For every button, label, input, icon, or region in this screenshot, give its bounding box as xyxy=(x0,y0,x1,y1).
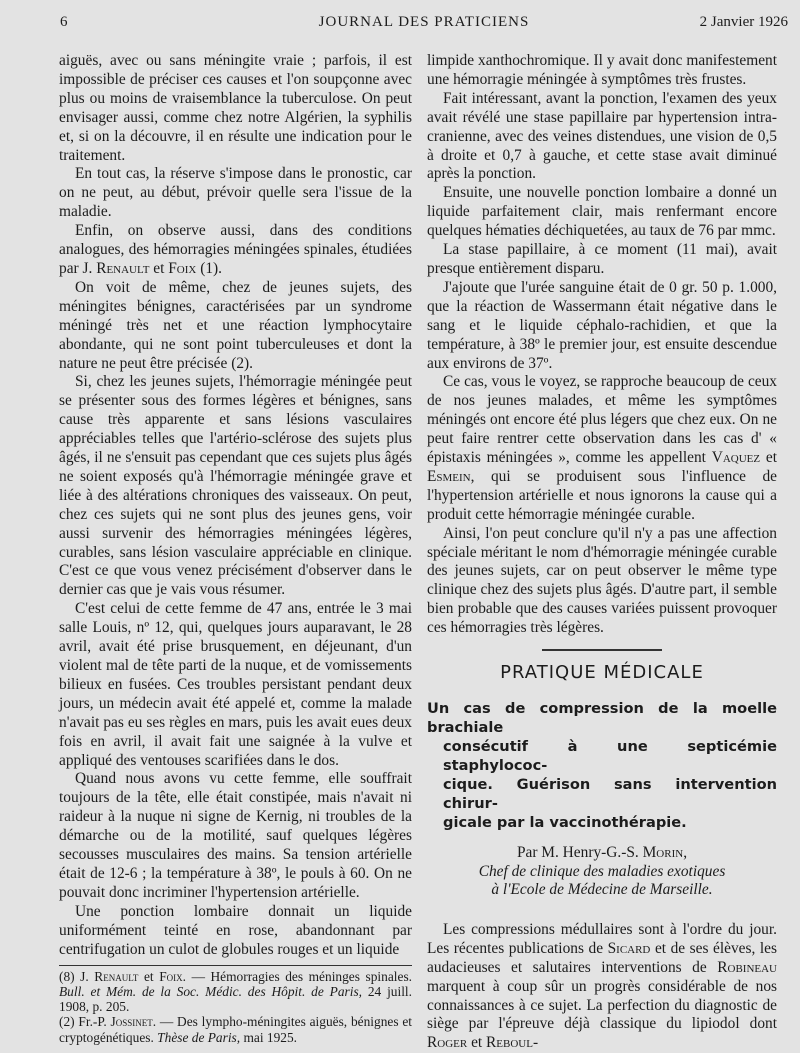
paragraph: Enfin, on observe aussi, dans des conditions analogues, des hémorragies méningées spinales, étudiées par J. Renault et Foix (1). xyxy=(59,222,412,277)
paragraph: Quand nous avons vu cette femme, elle souffrait toujours de la tête, elle était constipée, mais n'avait ni raideur à la nuque ni signe de Kernig, ni troubles de la démarche ou de la motilité, sauf quelques légères secousses musculaires des mains. Sa tension artérielle était de 12-6 ; la température à 38º, le pouls à 60. On ne pouvait donc incriminer l'hypertension artérielle. xyxy=(59,770,412,901)
paragraph: C'est celui de cette femme de 47 ans, entrée le 3 mai salle Louis, nº 12, qui, quelques jours auparavant, le 28 avril, avait été prise brusquement, en déjeunant, d'un violent mal de tête parti de la nuque, et de vomissements bilieux en fusées. Ces troubles persistant pendant deux jours, un médecin avait été appelé et, comme la malade n'avait pas eu ses règles en mars, puis les avait eues deux fois en avril, il avait fait une saignée à la vulve et appliqué des ventouses scarifiées dans le dos. xyxy=(59,600,412,769)
issue-date: 2 Janvier 1926 xyxy=(699,14,788,30)
paragraph: Si, chez les jeunes sujets, l'hémorragie méningée peut se présenter sous des formes légères et bénignes, sans cause très apparente et sans lésions vasculaires appréciables telles que l'artério-sclérose des sujets plus âgés, il ne s'ensuit pas cependant que ces sujets plus âgés ne soient exposés qu'à l'hémorragie méningée grave et liée à des altérations chroniques des vaisseaux. On peut, chez ces sujets qui ne sont plus des jeunes gens, voir aussi survenir des hémorragies méningées légères, curables, sans lésion vasculaire appréciable en clinique. C'est ce que vous venez précisément d'observer dans le dernier cas que je vais vous résumer. xyxy=(59,373,412,599)
paragraph: aiguës, avec ou sans méningite vraie ; parfois, il est impossible de préciser ces causes et l'on soupçonne avec plus ou moins de vraisemblance la tuberculose. On peut envisager aussi, comme chez notre Algérien, la syphilis et, si on la découvre, il en résulte une indication pour le traitement. xyxy=(59,52,412,164)
paragraph: limpide xanthochromique. Il y avait donc manifestement une hémorragie méningée à symptômes très frustes. xyxy=(427,52,777,88)
paragraph: La stase papillaire, à ce moment (11 mai), avait presque entièrement disparu. xyxy=(427,241,777,277)
paragraph: Ainsi, l'on peut conclure qu'il n'y a pas une affection spéciale méritant le nom d'hémorragie méningée curable des jeunes sujets, car on peut observer le même type clinique chez des sujets plus âgés. D'autre part, il semble bien probable que des causes variées puissent provoquer ces hémorragies très légères. xyxy=(427,524,777,637)
journal-title: JOURNAL DES PRATICIENS xyxy=(318,14,530,30)
author-name: Esmein xyxy=(427,467,471,485)
author-name: Vaquez xyxy=(711,449,761,467)
paragraph: Les compressions médullaires sont à l'ordre du jour. Les récentes publications de Sicard et de ses élèves, les audacieuses et salutaires interventions de Robineau marquent à coup sûr un progrès considérable de nos connaissances à ce sujet. La perfection du diagnostic de siège par l'épreuve déjà classique du lipiodol dont Roger et Reboul- xyxy=(427,920,777,1052)
left-column xyxy=(59,52,412,1045)
paragraph: Une ponction lombaire donnait un liquide uniformément teinté en rose, abandonnant par centrifugation un culot de globules rouges et un liquide xyxy=(59,902,412,958)
section-title: PRATIQUE MÉDICALE xyxy=(500,662,704,684)
section-divider xyxy=(542,649,662,651)
article-title xyxy=(427,699,777,832)
article-author: Par M. Henry-G.-S. Morin, xyxy=(516,844,688,861)
author-affiliation: Chef de clinique des maladies exotiques à l'Ecole de Médecine de Marseille. xyxy=(478,862,726,898)
paragraph: J'ajoute que l'urée sanguine était de 0 gr. 50 p. 1.000, que la réaction de Wassermann était négative dans le sang et le liquide céphalo-rachidien, et que la température, à 38º le premier jour, est ensuite descendue aux environs de 37º. xyxy=(427,278,777,372)
paragraph: On voit de même, chez de jeunes sujets, des méningites bénignes, caractérisées par un syndrome méningé très net et une réaction lymphocytaire abondante, qui ne sont point tuberculeuses et dont la nature ne peut être précisée (2). xyxy=(59,278,412,372)
article-title-line: gicale par la vaccinothérapie. xyxy=(443,814,687,831)
right-column xyxy=(427,52,777,1053)
paragraph: En tout cas, la réserve s'impose dans le pronostic, car on ne peut, au début, prévoir quelle sera l'issue de la maladie. xyxy=(59,165,412,221)
paragraph: Ce cas, vous le voyez, se rapproche beaucoup de ceux de nos jeunes malades, et même les symptômes méningés ont encore été plus légers que chez eux. On ne peut faire rentrer cette observation dans les cas d' « épistaxis méningées », comme les appellent Vaquez et Esmein, qui se produisent sous l'influence de l'hypertension artérielle et nous ignorons la cause qui a produit cette hémorragie méningée curable. xyxy=(427,373,777,523)
paragraph: Fait intéressant, avant la ponction, l'examen des yeux avait révélé une stase papillaire par hypertension intra-cranienne, avec des veines distendues, une vision de 0,5 à droite et 0,7 à gauche, et cette stase avait diminué après la ponction. xyxy=(427,89,777,183)
author-name: Renault xyxy=(96,259,150,277)
footnote-divider xyxy=(59,965,412,966)
footnote: (8) J. Renault et Foix. — Hémorragies des méninges spinales. Bull. et Mém. de la Soc. Médic. des Hôpit. de Paris, 24 juill. 1908, p. 205. xyxy=(59,968,413,1015)
page-number: 6 xyxy=(60,14,68,30)
page-header xyxy=(60,14,788,38)
author-name: Foix xyxy=(168,259,197,277)
article-title-line: Un cas de compression de la moelle brachiale xyxy=(427,700,777,736)
paragraph: Ensuite, une nouvelle ponction lombaire a donné un liquide parfaitement clair, mais renfermant encore quelques hématies déchiquetées, au taux de 76 par mmc. xyxy=(427,184,777,240)
footnote: (2) Fr.-P. Jossinet. — Des lympho-méningites aiguës, bénignes et cryptogénétiques. Thèse de Paris, mai 1925. xyxy=(59,1014,413,1045)
article-title-line: consécutif à une septicémie staphylococ- xyxy=(443,738,777,774)
article-title-line: cique. Guérison sans intervention chirur- xyxy=(443,776,777,812)
